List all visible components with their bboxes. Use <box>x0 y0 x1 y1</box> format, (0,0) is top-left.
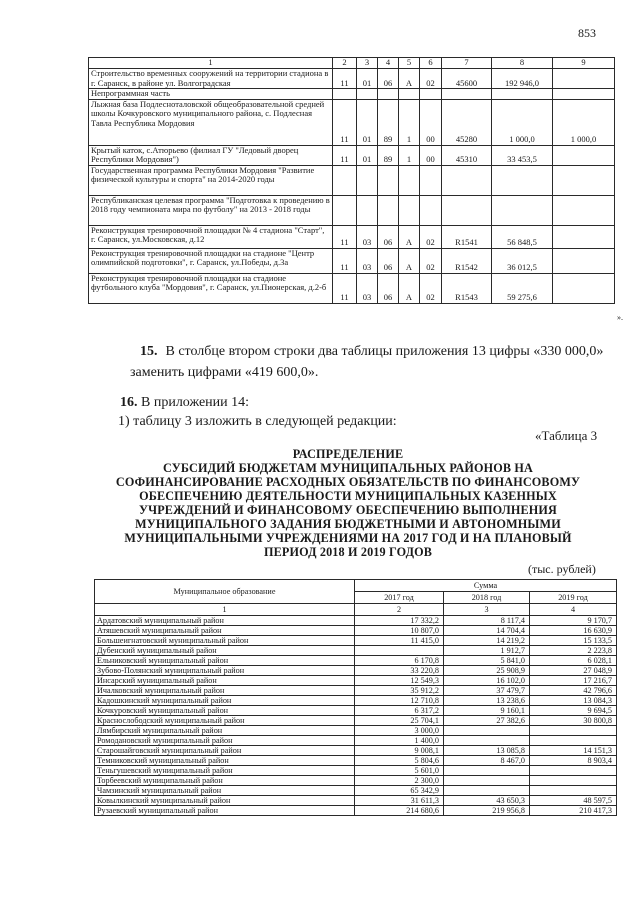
amount-cell-2019: 6 028,1 <box>530 656 617 666</box>
table-row <box>89 89 615 100</box>
table-row <box>95 656 617 666</box>
amount-cell-2017: 3 000,0 <box>355 726 444 736</box>
amount-cell-2019: 48 597,5 <box>530 796 617 806</box>
row-value-cell: 06 <box>378 248 399 273</box>
amount-cell-2017: 25 704,1 <box>355 716 444 726</box>
row-value-cell: 06 <box>378 273 399 303</box>
table-row <box>95 806 617 816</box>
row-value-cell: R1541 <box>442 225 492 248</box>
heading-line: СУБСИДИЙ БЮДЖЕТАМ МУНИЦИПАЛЬНЫХ РАЙОНОВ НА <box>163 461 533 475</box>
paragraph-15-number: 15. <box>140 344 158 359</box>
page-number: 853 <box>578 26 596 40</box>
row-value-cell: 02 <box>420 225 442 248</box>
amount-cell-2019: 9 170,7 <box>530 616 617 626</box>
row-value-cell <box>492 89 553 100</box>
row-value-cell: 36 012,5 <box>492 248 553 273</box>
table-row <box>89 195 615 225</box>
row-value-cell <box>442 89 492 100</box>
table-row <box>95 796 617 806</box>
header-col-1: 1 <box>89 58 333 69</box>
paragraph-16-text: В приложении 14: <box>141 395 250 410</box>
row-value-cell: 11 <box>333 225 357 248</box>
amount-cell-2018: 14 704,4 <box>444 626 530 636</box>
amount-cell-2019 <box>530 736 617 746</box>
amount-cell-2019 <box>530 776 617 786</box>
paragraph-16 <box>120 395 249 411</box>
amount-cell-2019 <box>530 786 617 796</box>
amount-cell-2019 <box>530 726 617 736</box>
header-num-2: 2 <box>355 604 444 616</box>
table-row <box>95 726 617 736</box>
amount-cell-2018: 16 102,0 <box>444 676 530 686</box>
header-col-5: 5 <box>399 58 420 69</box>
amount-cell-2018: 37 479,7 <box>444 686 530 696</box>
row-value-cell <box>333 165 357 195</box>
amount-cell-2018: 13 238,6 <box>444 696 530 706</box>
amount-cell-2018: 219 956,8 <box>444 806 530 816</box>
row-value-cell <box>553 69 615 89</box>
header-year-2017: 2017 год <box>355 592 444 604</box>
row-value-cell <box>492 165 553 195</box>
row-value-cell: А <box>399 273 420 303</box>
municipality-cell: Ковылкинский муниципальный район <box>95 796 355 806</box>
table-row <box>95 756 617 766</box>
amount-cell-2017: 2 300,0 <box>355 776 444 786</box>
row-name-cell: Лыжная база Подлесноталовской общеобразовательной средней школы Кочкуровского муниципального района, с. Подлесная Тавла Республика Мордовия <box>89 99 333 145</box>
amount-cell-2018: 5 841,0 <box>444 656 530 666</box>
row-name-cell: Государственная программа Республики Мордовия "Развитие физической культуры и спорта" на 2014-2020 годы <box>89 165 333 195</box>
amount-cell-2019: 15 133,5 <box>530 636 617 646</box>
table-row <box>95 666 617 676</box>
municipality-cell: Старошайговский муниципальный район <box>95 746 355 756</box>
row-value-cell: 1 000,0 <box>553 99 615 145</box>
row-value-cell: 03 <box>357 225 378 248</box>
table-row <box>89 99 615 145</box>
table-row <box>95 636 617 646</box>
header-sum: Сумма <box>355 580 617 592</box>
amount-cell-2018 <box>444 736 530 746</box>
row-value-cell: 89 <box>378 145 399 165</box>
heading-line: ПЕРИОД 2018 И 2019 ГОДОВ <box>263 545 433 559</box>
row-value-cell: 06 <box>378 69 399 89</box>
amount-cell-2018 <box>444 726 530 736</box>
row-name-cell: Строительство временных сооружений на территории стадиона в г. Саранск, в районе ул. Волгоградская <box>89 69 333 89</box>
table-row <box>95 626 617 636</box>
municipality-cell: Краснослободский муниципальный район <box>95 716 355 726</box>
header-num-4: 4 <box>530 604 617 616</box>
header-col-4: 4 <box>378 58 399 69</box>
row-value-cell: 02 <box>420 69 442 89</box>
row-value-cell <box>378 89 399 100</box>
row-value-cell <box>378 165 399 195</box>
amount-cell-2018 <box>444 776 530 786</box>
row-value-cell <box>378 195 399 225</box>
row-value-cell <box>357 165 378 195</box>
row-value-cell <box>420 195 442 225</box>
row-value-cell <box>333 195 357 225</box>
amount-cell-2017: 5 804,6 <box>355 756 444 766</box>
table-closing-mark: ». <box>617 313 623 322</box>
table-row <box>95 686 617 696</box>
row-value-cell: 1 <box>399 99 420 145</box>
table-row <box>89 248 615 273</box>
row-value-cell: 45310 <box>442 145 492 165</box>
row-name-cell: Реконструкция тренировочной площадки № 4 стадиона "Старт", г. Саранск, ул.Московская, д.12 <box>89 225 333 248</box>
amount-cell-2019: 9 694,5 <box>530 706 617 716</box>
units-label: (тыс. рублей) <box>528 562 596 576</box>
amount-cell-2019: 14 151,3 <box>530 746 617 756</box>
row-value-cell: 1 <box>399 145 420 165</box>
row-value-cell: 01 <box>357 145 378 165</box>
amount-cell-2017: 6 170,8 <box>355 656 444 666</box>
row-value-cell: А <box>399 225 420 248</box>
municipality-cell: Лямбирский муниципальный район <box>95 726 355 736</box>
row-value-cell: 59 275,6 <box>492 273 553 303</box>
paragraph-16-number: 16. <box>120 395 138 410</box>
row-name-cell: Реконструкция тренировочной площадки на стадионе футбольного клуба "Мордовия", г. Саранск, ул.Пионерская, д.2-б <box>89 273 333 303</box>
municipality-cell: Зубово-Полянский муниципальный район <box>95 666 355 676</box>
table-row <box>95 706 617 716</box>
row-value-cell <box>420 165 442 195</box>
table-row <box>95 776 617 786</box>
table-row <box>95 746 617 756</box>
amount-cell-2019 <box>530 766 617 776</box>
header-col-8: 8 <box>492 58 553 69</box>
row-value-cell: 11 <box>333 145 357 165</box>
header-col-9: 9 <box>553 58 615 69</box>
row-value-cell <box>399 89 420 100</box>
header-municipality: Муниципальное образование <box>95 580 355 604</box>
appendix-13-table-fragment <box>88 57 615 304</box>
row-value-cell <box>553 89 615 100</box>
table-row <box>95 716 617 726</box>
amount-cell-2017: 11 415,0 <box>355 636 444 646</box>
amount-cell-2017: 35 912,2 <box>355 686 444 696</box>
row-value-cell: А <box>399 69 420 89</box>
amount-cell-2019: 8 903,4 <box>530 756 617 766</box>
row-value-cell: 00 <box>420 99 442 145</box>
amount-cell-2019: 13 084,3 <box>530 696 617 706</box>
table-row <box>95 766 617 776</box>
municipality-cell: Теньгушевский муниципальный район <box>95 766 355 776</box>
table-row <box>95 736 617 746</box>
amount-cell-2018 <box>444 786 530 796</box>
row-value-cell <box>442 195 492 225</box>
row-value-cell <box>399 165 420 195</box>
row-value-cell: 03 <box>357 248 378 273</box>
heading-line: СОФИНАНСИРОВАНИЕ РАСХОДНЫХ ОБЯЗАТЕЛЬСТВ ПО ФИНАНСОВОМУ <box>115 475 581 489</box>
row-name-cell: Непрограммная часть <box>89 89 333 100</box>
amount-cell-2019: 42 796,6 <box>530 686 617 696</box>
amount-cell-2017: 6 317,2 <box>355 706 444 716</box>
municipality-cell: Ичалковский муниципальный район <box>95 686 355 696</box>
amount-cell-2017 <box>355 646 444 656</box>
table-row <box>95 786 617 796</box>
amount-cell-2017: 17 332,2 <box>355 616 444 626</box>
municipality-cell: Рузаевский муниципальный район <box>95 806 355 816</box>
row-value-cell: 00 <box>420 145 442 165</box>
amount-cell-2018: 43 650,3 <box>444 796 530 806</box>
amount-cell-2019: 17 216,7 <box>530 676 617 686</box>
amount-cell-2017: 9 008,1 <box>355 746 444 756</box>
amount-cell-2017: 5 601,0 <box>355 766 444 776</box>
table-row <box>89 165 615 195</box>
row-name-cell: Крытый каток, с.Атюрьево (филиал ГУ "Ледовый дворец Республики Мордовия") <box>89 145 333 165</box>
table-row <box>95 676 617 686</box>
amount-cell-2018: 8 117,4 <box>444 616 530 626</box>
row-value-cell <box>399 195 420 225</box>
amount-cell-2019: 16 630,9 <box>530 626 617 636</box>
table-3-label: «Таблица 3 <box>535 428 598 443</box>
municipality-cell: Атяшевский муниципальный район <box>95 626 355 636</box>
amount-cell-2018: 1 912,7 <box>444 646 530 656</box>
amount-cell-2018: 9 160,1 <box>444 706 530 716</box>
amount-cell-2018: 8 467,0 <box>444 756 530 766</box>
amount-cell-2017: 1 400,0 <box>355 736 444 746</box>
heading-line: МУНИЦИПАЛЬНОГО ЗАДАНИЯ БЮДЖЕТНЫМИ И АВТОНОМНЫМИ <box>135 517 561 531</box>
row-value-cell <box>553 225 615 248</box>
table-row <box>95 646 617 656</box>
amount-cell-2019: 30 800,8 <box>530 716 617 726</box>
row-value-cell: 45600 <box>442 69 492 89</box>
row-name-cell: Республиканская целевая программа "Подготовка к проведению в 2018 году чемпионата мира по футболу" на 2013 - 2018 годы <box>89 195 333 225</box>
row-value-cell: 02 <box>420 273 442 303</box>
table-row <box>89 69 615 89</box>
paragraph-15 <box>130 341 610 383</box>
municipality-cell: Кочкуровский муниципальный район <box>95 706 355 716</box>
header-year-2019: 2019 год <box>530 592 617 604</box>
table-row <box>95 616 617 626</box>
subsidies-table <box>94 579 617 816</box>
row-name-cell: Реконструкция тренировочной площадки на стадионе "Центр олимпийской подготовки", г. Саранск, ул.Победы, д.3а <box>89 248 333 273</box>
row-value-cell <box>553 273 615 303</box>
amount-cell-2017: 214 680,6 <box>355 806 444 816</box>
row-value-cell: 45280 <box>442 99 492 145</box>
row-value-cell: 03 <box>357 273 378 303</box>
row-value-cell <box>442 165 492 195</box>
row-value-cell <box>357 89 378 100</box>
row-value-cell <box>553 165 615 195</box>
amount-cell-2019: 2 223,8 <box>530 646 617 656</box>
row-value-cell: 192 946,0 <box>492 69 553 89</box>
row-value-cell: 56 848,5 <box>492 225 553 248</box>
header-col-6: 6 <box>420 58 442 69</box>
municipality-cell: Инсарский муниципальный район <box>95 676 355 686</box>
row-value-cell: 02 <box>420 248 442 273</box>
amount-cell-2018: 27 382,6 <box>444 716 530 726</box>
row-value-cell: 01 <box>357 99 378 145</box>
amount-cell-2018 <box>444 766 530 776</box>
municipality-cell: Ардатовский муниципальный район <box>95 616 355 626</box>
row-value-cell: 01 <box>357 69 378 89</box>
amount-cell-2017: 65 342,9 <box>355 786 444 796</box>
municipality-cell: Дубенский муниципальный район <box>95 646 355 656</box>
table-row <box>89 273 615 303</box>
row-value-cell: 89 <box>378 99 399 145</box>
row-value-cell: 11 <box>333 69 357 89</box>
row-value-cell: А <box>399 248 420 273</box>
amount-cell-2017: 31 611,3 <box>355 796 444 806</box>
amount-cell-2019: 27 048,9 <box>530 666 617 676</box>
row-value-cell <box>333 89 357 100</box>
table-row <box>89 225 615 248</box>
heading-line: УЧРЕЖДЕНИЙ И ФИНАНСОВОМУ ОБЕСПЕЧЕНИЮ ВЫПОЛНЕНИЯ <box>139 503 557 517</box>
municipality-cell: Торбеевский муниципальный район <box>95 776 355 786</box>
municipality-cell: Ельниковский муниципальный район <box>95 656 355 666</box>
header-num-3: 3 <box>444 604 530 616</box>
row-value-cell <box>553 248 615 273</box>
municipality-cell: Чамзинский муниципальный район <box>95 786 355 796</box>
amount-cell-2018: 13 085,8 <box>444 746 530 756</box>
heading-line: МУНИЦИПАЛЬНЫМИ УЧРЕЖДЕНИЯМИ НА 2017 ГОД И НА ПЛАНОВЫЙ <box>124 531 572 545</box>
heading-line: ОБЕСПЕЧЕНИЮ ДЕЯТЕЛЬНОСТИ МУНИЦИПАЛЬНЫХ КАЗЕННЫХ <box>139 489 557 503</box>
row-value-cell: R1542 <box>442 248 492 273</box>
table-header-row <box>89 58 615 69</box>
paragraph-16-item-1: 1) таблицу 3 изложить в следующей редакции: <box>118 414 397 429</box>
heading-line: РАСПРЕДЕЛЕНИЕ <box>292 447 404 461</box>
table-row <box>89 145 615 165</box>
municipality-cell: Темниковский муниципальный район <box>95 756 355 766</box>
row-value-cell: 33 453,5 <box>492 145 553 165</box>
row-value-cell: 1 000,0 <box>492 99 553 145</box>
header-col-3: 3 <box>357 58 378 69</box>
municipality-cell: Кадошкинский муниципальный район <box>95 696 355 706</box>
amount-cell-2018: 25 908,9 <box>444 666 530 676</box>
amount-cell-2018: 14 219,2 <box>444 636 530 646</box>
row-value-cell <box>420 89 442 100</box>
row-value-cell <box>492 195 553 225</box>
row-value-cell <box>357 195 378 225</box>
amount-cell-2017: 33 220,8 <box>355 666 444 676</box>
row-value-cell: R1543 <box>442 273 492 303</box>
row-value-cell <box>553 145 615 165</box>
paragraph-15-text: В столбце втором строки два таблицы приложения 13 цифры «330 000,0» заменить цифрами «419 600,0». <box>130 344 604 380</box>
row-value-cell: 06 <box>378 225 399 248</box>
header-num-1: 1 <box>95 604 355 616</box>
table-row <box>95 696 617 706</box>
amount-cell-2017: 10 807,0 <box>355 626 444 636</box>
row-value-cell: 11 <box>333 273 357 303</box>
row-value-cell: 11 <box>333 248 357 273</box>
amount-cell-2017: 12 710,8 <box>355 696 444 706</box>
header-col-7: 7 <box>442 58 492 69</box>
row-value-cell: 11 <box>333 99 357 145</box>
row-value-cell <box>553 195 615 225</box>
municipality-cell: Ромодановский муниципальный район <box>95 736 355 746</box>
header-col-2: 2 <box>333 58 357 69</box>
table-3-heading <box>88 447 608 559</box>
amount-cell-2019: 210 417,3 <box>530 806 617 816</box>
municipality-cell: Большеигнатовский муниципальный район <box>95 636 355 646</box>
amount-cell-2017: 12 549,3 <box>355 676 444 686</box>
header-year-2018: 2018 год <box>444 592 530 604</box>
